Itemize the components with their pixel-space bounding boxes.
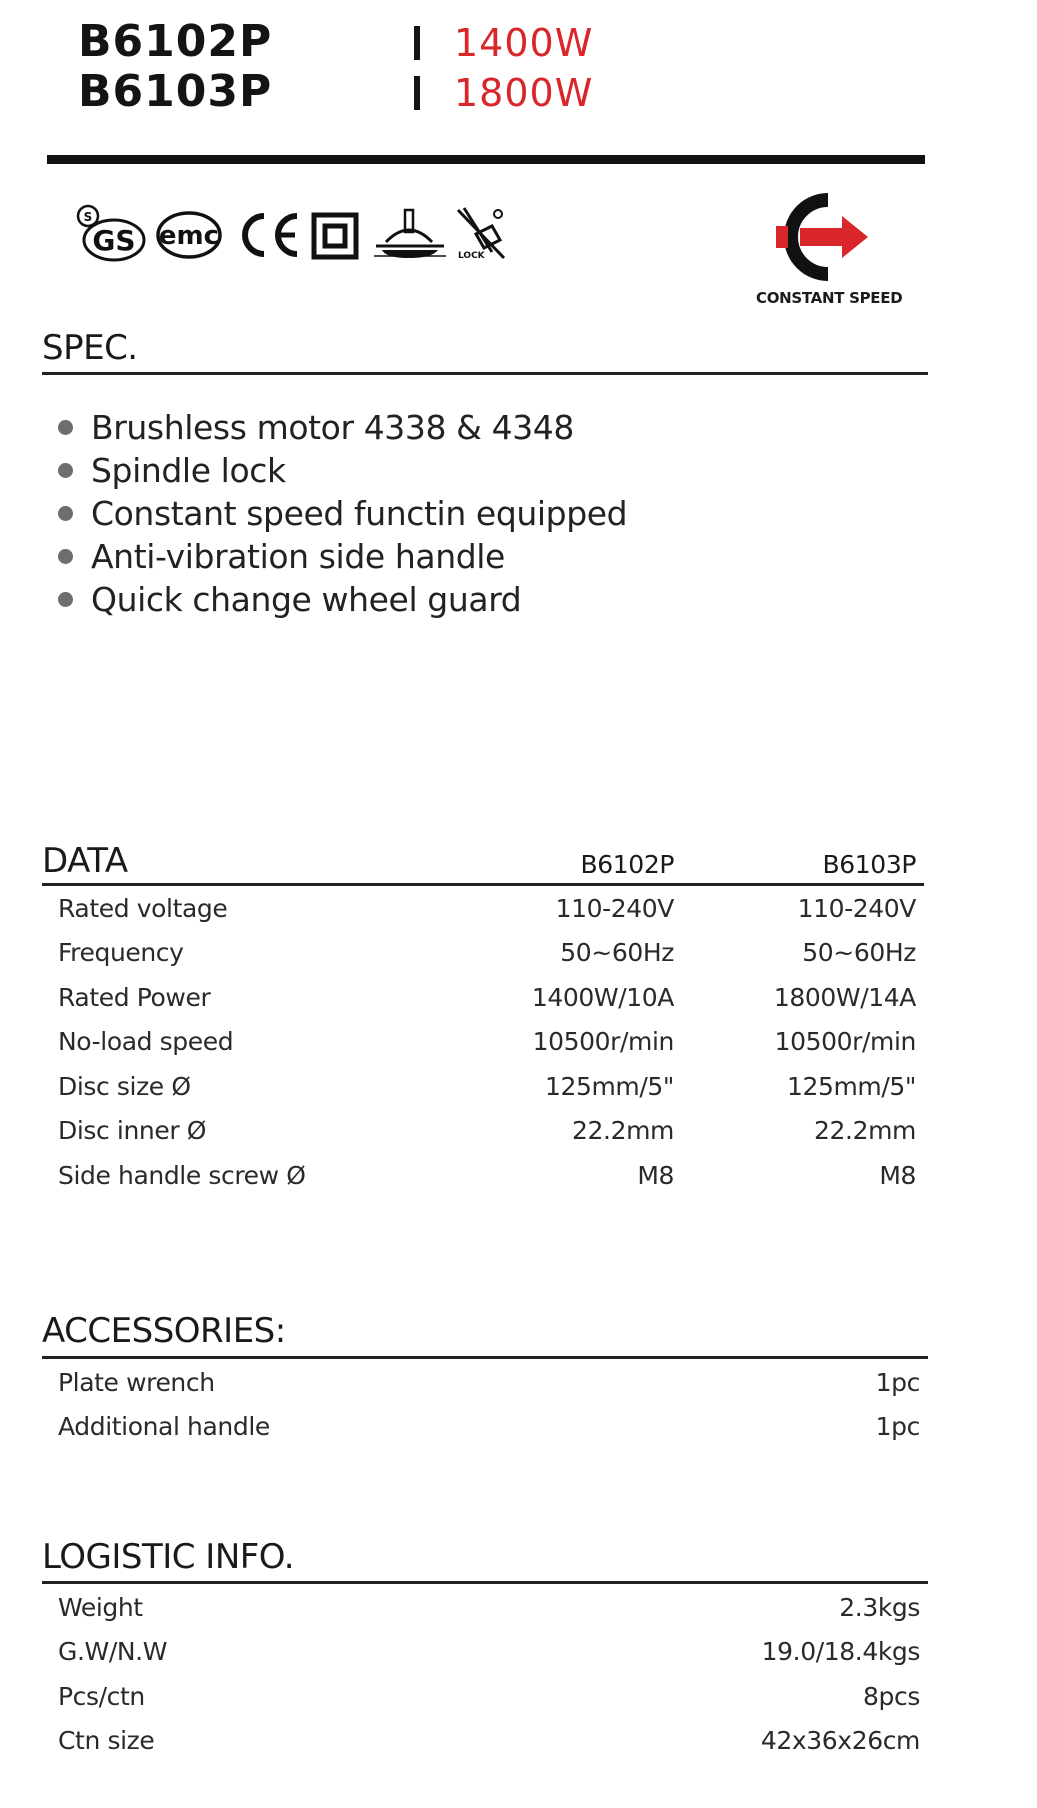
spec-item-text: Anti-vibration side handle xyxy=(91,537,505,576)
table-row xyxy=(58,1405,924,1450)
table-row xyxy=(58,1153,920,1198)
spec-item-text: Constant speed functin equipped xyxy=(91,494,628,533)
spec-item-text: Spindle lock xyxy=(91,451,286,490)
row-value: 19.0/18.4kgs xyxy=(761,1637,920,1667)
row-value-b6102p: 10500r/min xyxy=(532,1027,674,1057)
row-value-b6103p: 10500r/min xyxy=(774,1027,916,1057)
angle-grinder-icon xyxy=(372,208,448,262)
row-label: Plate wrench xyxy=(58,1367,215,1397)
spec-item-text: Brushless motor 4338 & 4348 xyxy=(91,408,574,447)
row-value-b6103p: 50~60Hz xyxy=(802,938,916,968)
row-value: 1pc xyxy=(875,1367,920,1397)
row-value-b6103p: 1800W/14A xyxy=(773,982,916,1012)
ce-mark-icon xyxy=(235,210,303,260)
data-column-header-b6103p: B6103P xyxy=(822,850,916,879)
accessories-section-title: ACCESSORIES: xyxy=(42,1311,286,1351)
svg-text:emc: emc xyxy=(158,221,220,251)
row-value-b6102p: 22.2mm xyxy=(572,1116,674,1146)
row-label: Disc inner Ø xyxy=(58,1116,207,1146)
table-row xyxy=(58,975,920,1020)
table-row xyxy=(58,886,920,931)
table-row xyxy=(58,1020,920,1065)
separator-bar xyxy=(414,26,420,60)
row-value: 42x36x26cm xyxy=(760,1726,920,1756)
model-name-b6102p: B6102P xyxy=(78,16,273,67)
accessories-divider xyxy=(42,1356,928,1359)
row-value-b6103p: 125mm/5" xyxy=(786,1071,916,1101)
row-label: Additional handle xyxy=(58,1412,270,1442)
table-row xyxy=(58,931,920,976)
row-label: No-load speed xyxy=(58,1027,234,1057)
svg-text:S: S xyxy=(83,210,93,224)
table-row xyxy=(58,1585,924,1630)
table-row xyxy=(58,1109,920,1154)
spec-list-item xyxy=(58,449,627,492)
header-divider xyxy=(47,155,925,164)
model-name-b6103p: B6103P xyxy=(78,66,273,117)
row-label: G.W/N.W xyxy=(58,1637,168,1667)
row-label: Ctn size xyxy=(58,1726,155,1756)
row-value-b6103p: 110-240V xyxy=(797,893,916,923)
row-value: 2.3kgs xyxy=(839,1592,920,1622)
table-row xyxy=(58,1630,924,1675)
row-label: Disc size Ø xyxy=(58,1071,191,1101)
row-value-b6103p: M8 xyxy=(879,1160,916,1190)
row-label: Rated voltage xyxy=(58,893,228,923)
svg-text:LOCK: LOCK xyxy=(458,251,485,261)
bullet-icon xyxy=(58,549,73,564)
row-value-b6103p: 22.2mm xyxy=(814,1116,916,1146)
spec-list-item xyxy=(58,492,627,535)
row-value-b6102p: 110-240V xyxy=(555,893,674,923)
gs-certification-icon xyxy=(76,204,146,262)
spindle-lock-icon xyxy=(452,206,510,262)
row-label: Pcs/ctn xyxy=(58,1681,145,1711)
row-label: Weight xyxy=(58,1592,143,1622)
spec-item-text: Quick change wheel guard xyxy=(91,580,522,619)
emc-certification-icon xyxy=(155,210,223,260)
row-label: Side handle screw Ø xyxy=(58,1160,306,1190)
logistic-section-title: LOGISTIC INFO. xyxy=(42,1537,295,1577)
model-power-1800w: 1800W xyxy=(454,71,594,115)
table-row xyxy=(58,1064,920,1109)
spec-list-item xyxy=(58,578,627,621)
data-column-header-b6102p: B6102P xyxy=(580,850,674,879)
spec-section-title: SPEC. xyxy=(42,328,138,368)
bullet-icon xyxy=(58,420,73,435)
bullet-icon xyxy=(58,592,73,607)
logistic-divider xyxy=(42,1581,928,1584)
logistic-table xyxy=(58,1585,924,1763)
accessories-table xyxy=(58,1360,924,1449)
spec-list-item xyxy=(58,406,627,449)
bullet-icon xyxy=(58,463,73,478)
table-row xyxy=(58,1719,924,1764)
row-value-b6102p: M8 xyxy=(637,1160,674,1190)
data-table xyxy=(58,886,920,1198)
table-row xyxy=(58,1674,924,1719)
row-value-b6102p: 1400W/10A xyxy=(531,982,674,1012)
row-label: Frequency xyxy=(58,938,184,968)
svg-text:GS: GS xyxy=(92,224,136,257)
constant-speed-label: CONSTANT SPEED xyxy=(756,289,903,307)
spec-list xyxy=(58,406,627,621)
constant-speed-icon xyxy=(770,192,880,289)
spec-divider xyxy=(42,372,928,375)
row-value-b6102p: 50~60Hz xyxy=(560,938,674,968)
double-insulation-icon xyxy=(311,212,359,260)
bullet-icon xyxy=(58,506,73,521)
model-power-1400w: 1400W xyxy=(454,21,594,65)
spec-list-item xyxy=(58,535,627,578)
data-section-title: DATA xyxy=(42,841,128,881)
row-value: 8pcs xyxy=(863,1681,920,1711)
row-value-b6102p: 125mm/5" xyxy=(544,1071,674,1101)
separator-bar xyxy=(414,76,420,110)
row-label: Rated Power xyxy=(58,982,211,1012)
table-row xyxy=(58,1360,924,1405)
row-value: 1pc xyxy=(875,1412,920,1442)
